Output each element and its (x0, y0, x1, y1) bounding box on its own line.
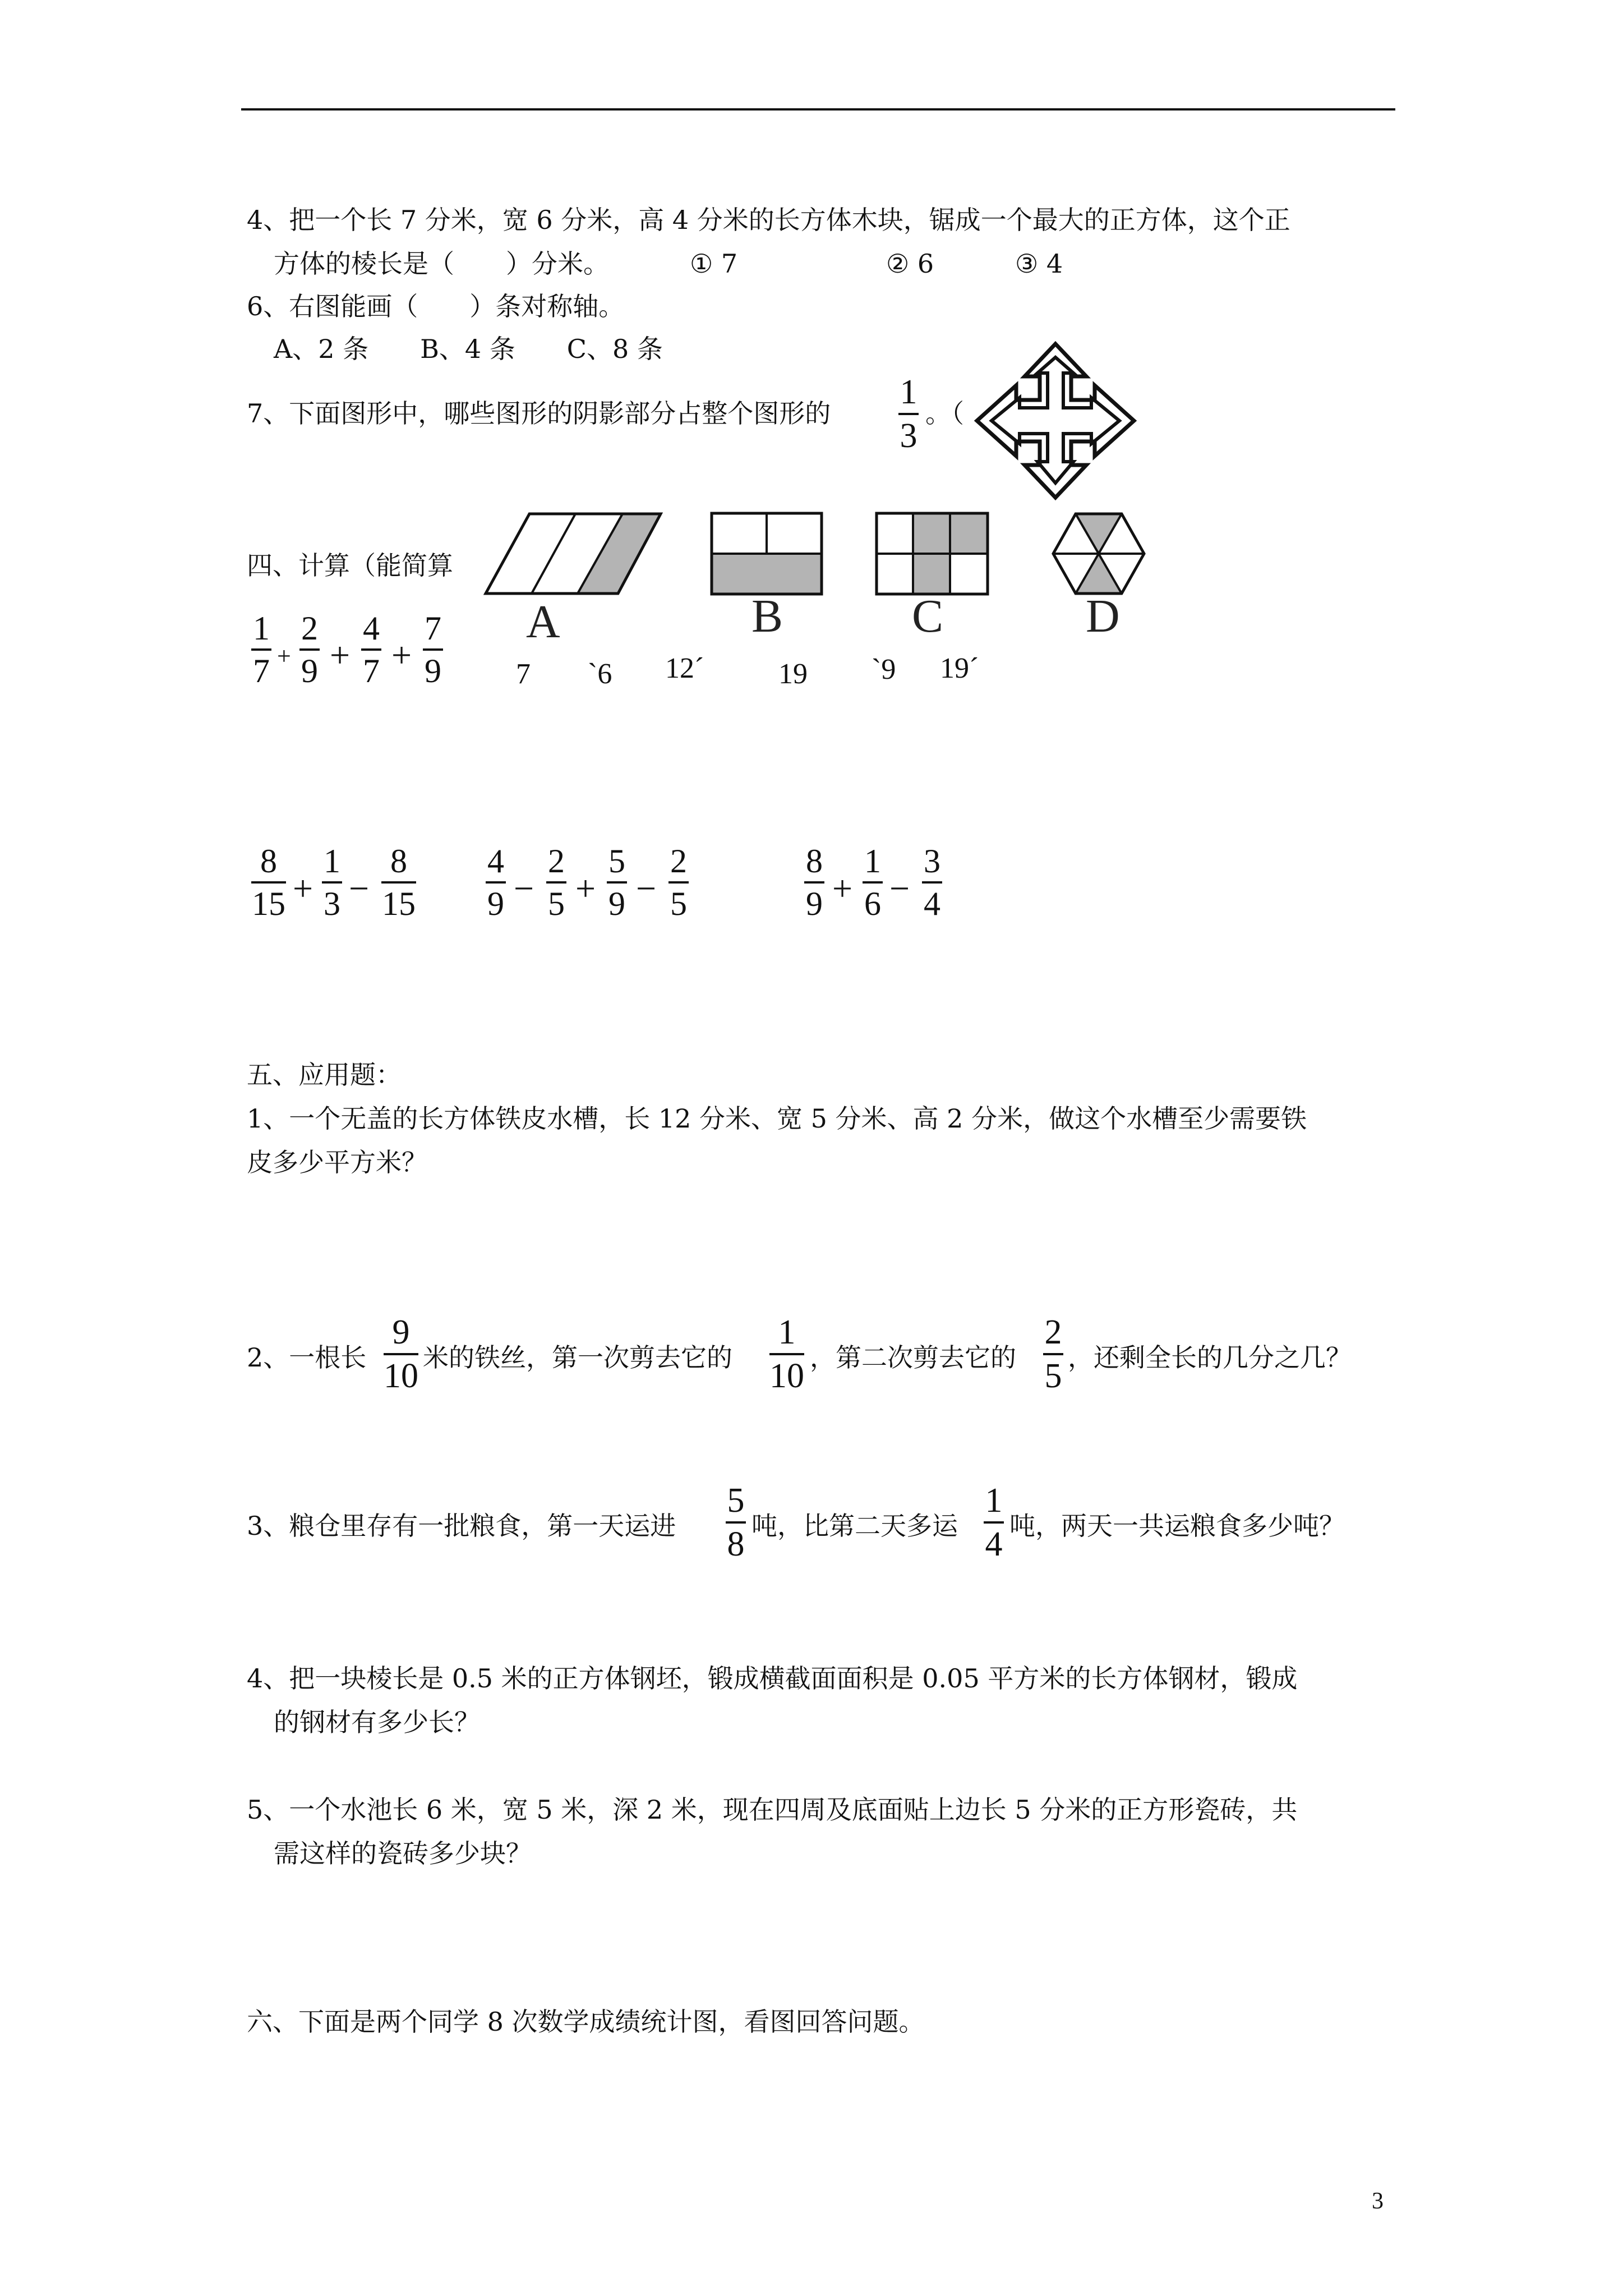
plus-sign: + (277, 642, 291, 670)
q7-after: 。（ (925, 398, 964, 429)
plus-sign: + (293, 868, 313, 908)
app3-frac-1 (723, 1483, 748, 1562)
numerator: 5 (727, 1481, 745, 1520)
shape-label-a: A (526, 596, 560, 648)
denominator: 5 (670, 885, 687, 922)
numerator: 8 (806, 843, 823, 880)
app2-part4: ，还剩全长的几分之几？ (1068, 1342, 1352, 1373)
section4-title: 四、计算（能简算 (247, 550, 453, 581)
four-way-arrow-figure (971, 339, 1140, 502)
header-rule (241, 108, 1395, 111)
q4-line1: 4、把一个长 7 分米，宽 6 分米，高 4 分米的长方体木块，锯成一个最大的正方体，这个正 (247, 205, 1290, 235)
denominator: 9 (487, 885, 504, 922)
stray-number: 7 (516, 658, 531, 690)
app2-part2: 米的铁丝，第一次剪去它的 (423, 1342, 732, 1373)
stray-number: 19 (778, 658, 808, 690)
app3-part3: 吨，两天一共运粮食多少吨？ (1009, 1511, 1345, 1541)
shape-label-c: C (912, 590, 944, 642)
numerator: 2 (301, 610, 318, 647)
calc4-frac-3 (920, 844, 944, 921)
denominator: 7 (253, 652, 270, 689)
app1-line1: 1、一个无盖的长方体铁皮水槽，长 12 分米、宽 5 分米、高 2 分米，做这个水槽至少需要铁 (247, 1103, 1307, 1134)
minus-sign: − (636, 868, 657, 908)
minus-sign: − (514, 868, 534, 908)
app3-part2: 吨，比第二天多运 (751, 1511, 958, 1541)
denominator: 4 (985, 1525, 1003, 1563)
denominator: 15 (252, 885, 285, 922)
app3-frac-2 (981, 1483, 1006, 1562)
calc3-frac-1 (483, 844, 508, 921)
calc3-frac-4 (666, 844, 691, 921)
numerator: 2 (548, 843, 565, 880)
app1-line2: 皮多少平方米？ (247, 1147, 427, 1177)
q4-line2: 方体的棱长是（ ）分米。 (274, 249, 609, 279)
app5-line1: 5、一个水池长 6 米，宽 5 米，深 2 米，现在四周及底面贴上边长 5 分米的正方形瓷砖，共 (247, 1795, 1298, 1825)
calc4-frac-2 (860, 844, 885, 921)
numerator: 1 (985, 1481, 1003, 1520)
app4-line1: 4、把一块棱长是 0.5 米的正方体钢坯，锻成横截面面积是 0.05 平方米的长方体钢材，锻成 (247, 1663, 1298, 1694)
numerator: 2 (1044, 1313, 1062, 1351)
app2-frac-1 (381, 1315, 421, 1393)
calc1-frac-1 (249, 611, 274, 688)
denominator: 9 (806, 885, 823, 922)
section5-title: 五、应用题： (247, 1060, 402, 1090)
numerator: 1 (778, 1313, 796, 1351)
app4-line2: 的钢材有多少长？ (274, 1707, 480, 1737)
shape-b-rectangle (710, 512, 823, 596)
denominator: 4 (924, 885, 940, 922)
shape-a-parallelogram (483, 512, 663, 596)
calc1-frac-4 (421, 611, 445, 688)
numerator: 7 (425, 610, 441, 647)
numerator: 3 (924, 843, 940, 880)
numerator: 4 (363, 610, 380, 647)
stray-number: 19´ (940, 652, 979, 684)
q4-option-3: ③ 4 (1015, 249, 1063, 279)
stray-number: 12´ (665, 652, 704, 684)
denominator: 15 (382, 885, 416, 922)
app2-part3: ，第二次剪去它的 (810, 1342, 1016, 1373)
denominator: 10 (384, 1357, 418, 1395)
calc1-frac-2 (297, 611, 322, 688)
numerator: 1 (253, 610, 270, 647)
q4-option-2: ② 6 (886, 249, 934, 279)
app5-line2: 需这样的瓷砖多少块？ (274, 1838, 532, 1869)
numerator: 2 (670, 843, 687, 880)
denominator: 9 (301, 652, 318, 689)
page-number: 3 (1372, 2188, 1384, 2214)
q6-options: A、2 条 B、4 条 C、8 条 (274, 334, 663, 364)
minus-sign: − (349, 868, 370, 908)
denominator: 3 (324, 885, 340, 922)
app2-frac-2 (767, 1315, 806, 1393)
denominator: 9 (425, 652, 441, 689)
stray-number: `6 (588, 658, 612, 690)
calc2-frac-3 (379, 844, 418, 921)
denominator: 10 (769, 1357, 804, 1395)
shape-d-hexagon (1051, 512, 1146, 596)
calc1-frac-3 (359, 611, 384, 688)
numerator: 1 (324, 843, 340, 880)
stray-number: `9 (872, 654, 896, 685)
denominator: 9 (608, 885, 625, 922)
q6-line1: 6、右图能画（ ）条对称轴。 (247, 291, 625, 321)
denominator: 5 (1044, 1357, 1062, 1395)
plus-sign: + (391, 635, 412, 675)
q7-frac-denominator: 3 (900, 417, 917, 455)
numerator: 4 (487, 843, 504, 880)
calc3-frac-3 (605, 844, 629, 921)
q4-option-1: ① 7 (690, 249, 738, 279)
numerator: 8 (390, 843, 407, 880)
shape-label-b: B (751, 590, 783, 642)
section6-title: 六、下面是两个同学 8 次数学成绩统计图，看图回答问题。 (247, 2007, 925, 2037)
app2-frac-3 (1041, 1315, 1066, 1393)
denominator: 5 (548, 885, 565, 922)
q7-frac-numerator: 1 (900, 373, 917, 411)
shape-label-d: D (1086, 590, 1120, 642)
app3-part1: 3、粮仓里存有一批粮食，第一天运进 (247, 1511, 676, 1541)
denominator: 6 (864, 885, 881, 922)
calc2-frac-2 (320, 844, 344, 921)
calc3-frac-2 (544, 844, 569, 921)
plus-sign: + (575, 868, 596, 908)
numerator: 8 (260, 843, 277, 880)
app2-part1: 2、一根长 (247, 1342, 367, 1373)
denominator: 8 (727, 1525, 745, 1563)
numerator: 9 (392, 1313, 410, 1351)
minus-sign: − (889, 868, 910, 908)
calc4-frac-1 (802, 844, 827, 921)
denominator: 7 (363, 652, 380, 689)
calc2-frac-1 (249, 844, 288, 921)
q7-text: 7、下面图形中，哪些图形的阴影部分占整个图形的 (247, 398, 831, 429)
numerator: 5 (608, 843, 625, 880)
q7-fraction (896, 375, 921, 453)
plus-sign: + (832, 868, 853, 908)
plus-sign: + (330, 635, 351, 675)
numerator: 1 (864, 843, 881, 880)
shape-c-grid (875, 512, 989, 596)
